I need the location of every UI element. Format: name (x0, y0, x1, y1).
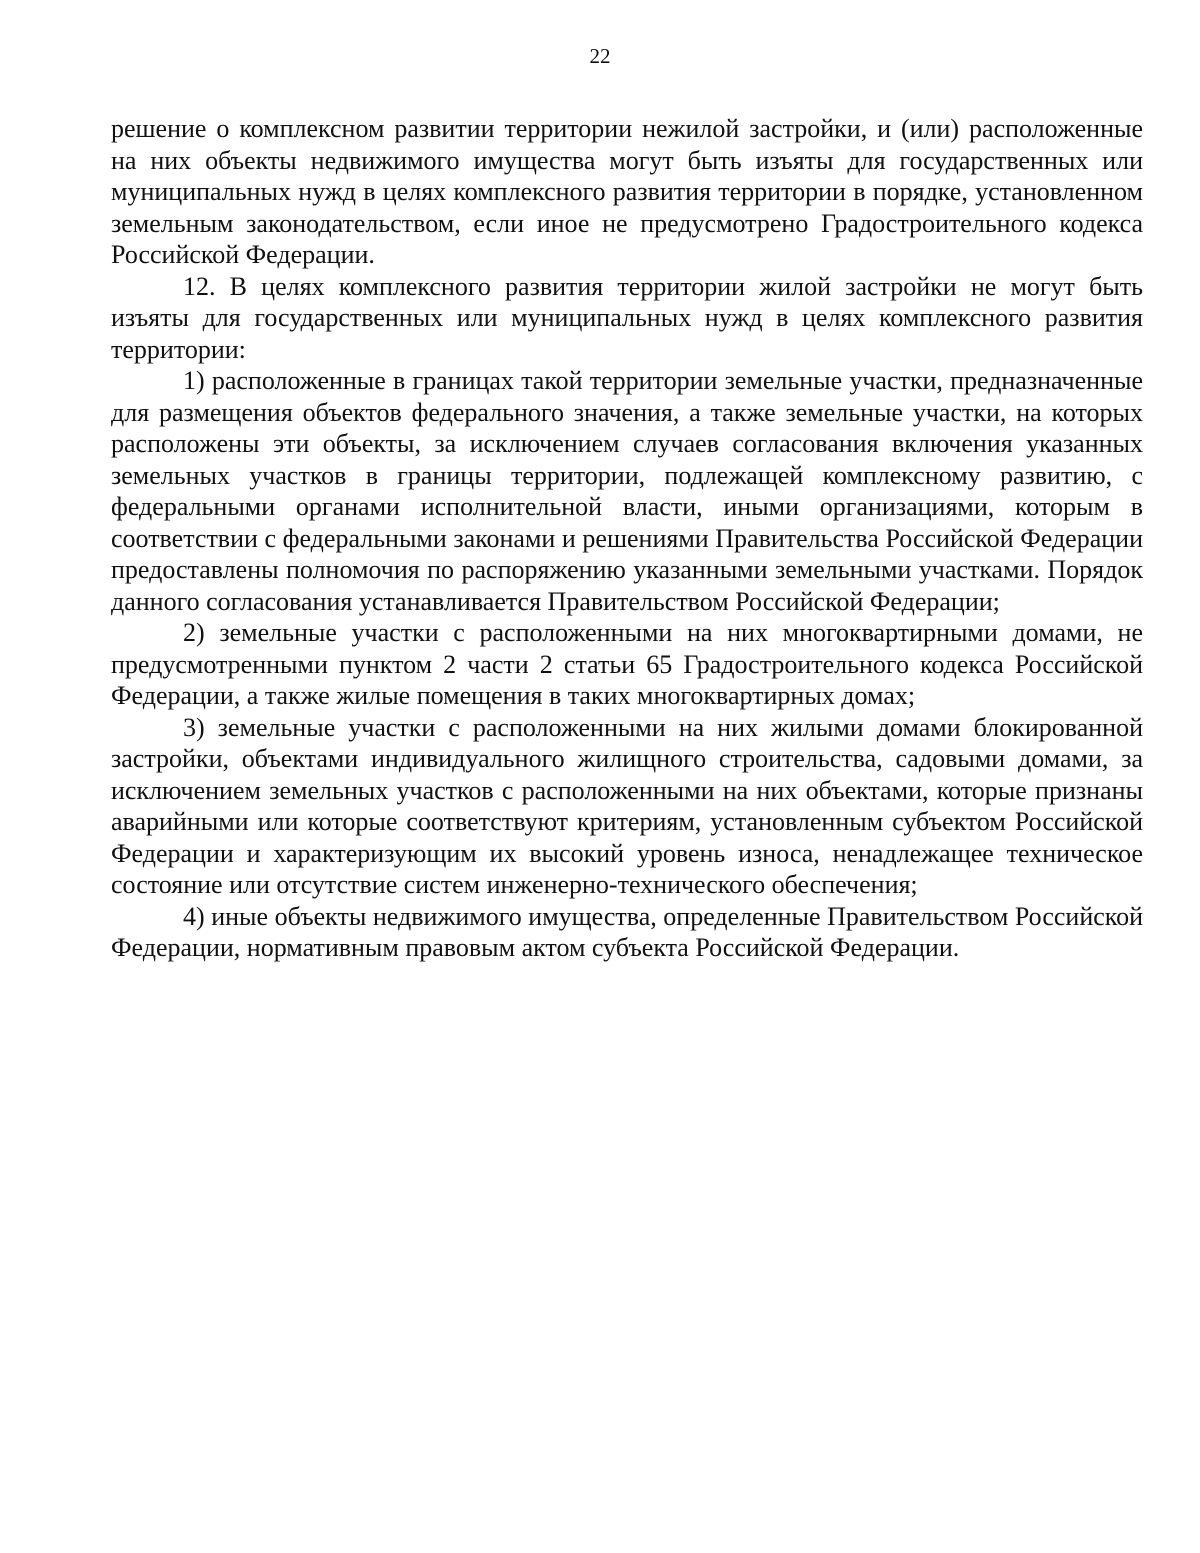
paragraph-continuation: решение о комплексном развитии территории нежилой застройки, и (или) расположенные на них объекты недвижимого имущества могут быть изъяты для государственных или муниципальных нужд в целях комплексного развития территории в порядке, установленном земельным законодательством, если иное не предусмотрено Градостроительного кодекса Российской Федерации. (111, 114, 1143, 269)
page-number: 22 (589, 44, 611, 68)
paragraph-subitem-4: 4) иные объекты недвижимого имущества, определенные Правительством Российской Федерации, нормативным правовым актом субъекта Российской Федерации. (111, 901, 1143, 962)
paragraph-item-12: 12. В целях комплексного развития территории жилой застройки не могут быть изъяты для государственных или муниципальных нужд в целях комплексного развития территории: (111, 271, 1143, 364)
document-body (111, 113, 1143, 964)
paragraph-subitem-3: 3) земельные участки с расположенными на них жилыми домами блокированной застройки, объектами индивидуального жилищного строительства, садовыми домами, за исключением земельных участков с расположенными на них объектами, которые признаны аварийными или которые соответствуют критериям, установленным субъектом Российской Федерации и характеризующим их высокий уровень износа, ненадлежащее техническое состояние или отсутствие систем инженерно-технического обеспечения; (111, 712, 1143, 899)
paragraph-subitem-1: 1) расположенные в границах такой территории земельные участки, предназначенные для размещения объектов федерального значения, а также земельные участки, на которых расположены эти объекты, за исключением случаев согласования включения указанных земельных участков в границы территории, подлежащей комплексному развитию, с федеральными органами исполнительной власти, иными организациями, которым в соответствии с федеральными законами и решениями Правительства Российской Федерации предоставлены полномочия по распоряжению указанными земельными участками. Порядок данного согласования устанавливается Правительством Российской Федерации; (111, 366, 1143, 616)
paragraph-subitem-2: 2) земельные участки с расположенными на них многоквартирными домами, не предусмотренными пунктом 2 части 2 статьи 65 Градостроительного кодекса Российской Федерации, а также жилые помещения в таких многоквартирных домах; (111, 618, 1143, 710)
